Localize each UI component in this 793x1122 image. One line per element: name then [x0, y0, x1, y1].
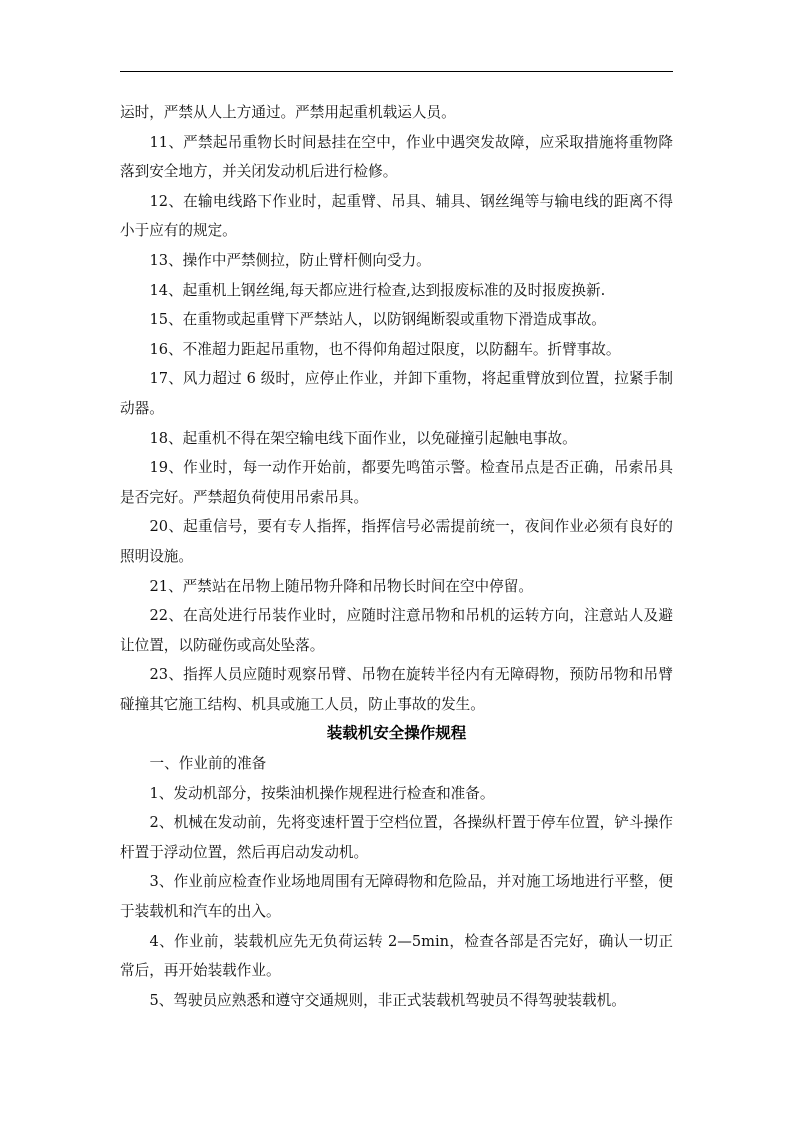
- paragraph-item-2: 2、机械在发动前，先将变速杆置于空档位置，各操纵杆置于停车位置，铲斗操作杆置于浮动位置，然后再启动发动机。: [120, 814, 673, 861]
- header-rule: [120, 71, 673, 72]
- paragraph-item-5: 5、驾驶员应熟悉和遵守交通规则，非正式装载机驾驶员不得驾驶装载机。: [149, 991, 626, 1009]
- section-title: 装载机安全操作规程: [326, 724, 467, 743]
- paragraph-item-20: 20、起重信号，要有专人指挥，指挥信号必需提前统一，夜间作业必须有良好的照明设施。: [120, 518, 673, 565]
- paragraph-item-14: 14、起重机上钢丝绳,每天都应进行检查,达到报废标准的及时报废换新.: [149, 281, 606, 299]
- paragraph-item-13: 13、操作中严禁侧拉，防止臂杆侧向受力。: [149, 251, 431, 269]
- subsection-heading: 一、作业前的准备: [149, 755, 267, 773]
- paragraph-item-12: 12、在输电线路下作业时，起重臂、吊具、辅具、钢丝绳等与输电线的距离不得小于应有的规定。: [120, 192, 673, 240]
- paragraph-item-17: 17、风力超过 6 级时，应停止作业，并卸下重物，将起重臂放到位置，拉紧手制动器。: [120, 370, 673, 417]
- paragraph-item-15: 15、在重物或起重臂下严禁站人，以防钢绳断裂或重物下滑造成事故。: [149, 311, 606, 329]
- paragraph-item-22: 22、在高处进行吊装作业时，应随时注意吊物和吊机的运转方向，注意站人及避让位置，以防碰伤或高处坠落。: [120, 607, 673, 654]
- paragraph-item-19: 19、作业时，每一动作开始前，都要先鸣笛示警。检查吊点是否正确，吊索吊具是否完好。严禁超负荷使用吊索吊具。: [120, 459, 673, 506]
- paragraph-item-23: 23、指挥人员应随时观察吊臂、吊物在旋转半径内有无障碍物，预防吊物和吊臂碰撞其它施工结构、机具或施工人员，防止事故的发生。: [120, 666, 673, 713]
- paragraph-item-16: 16、不准超力距起吊重物，也不得仰角超过限度，以防翻车。折臂事故。: [149, 340, 621, 358]
- paragraph-item-1: 1、发动机部分，按柴油机操作规程进行检查和准备。: [149, 784, 495, 802]
- paragraph-item-11: 11、严禁起吊重物长时间悬挂在空中，作业中遇突发故障，应采取措施将重物降落到安全地方，并关闭发动机后进行检修。: [120, 133, 673, 181]
- paragraph-item-4: 4、作业前，装载机应先无负荷运转 2—5min，检查各部是否完好，确认一切正常后，再开始装载作业。: [120, 932, 673, 980]
- paragraph-item-21: 21、严禁站在吊物上随吊物升降和吊物长时间在空中停留。: [149, 577, 533, 595]
- paragraph-item-3: 3、作业前应检查作业场地周围有无障碍物和危险品，并对施工场地进行平整，便于装载机和汽车的出入。: [120, 873, 673, 921]
- paragraph-continuation: 运时，严禁从人上方通过。严禁用起重机载运人员。: [120, 104, 456, 121]
- paragraph-item-18: 18、起重机不得在架空输电线下面作业，以免碰撞引起触电事故。: [149, 429, 577, 447]
- document-body: [120, 98, 673, 1015]
